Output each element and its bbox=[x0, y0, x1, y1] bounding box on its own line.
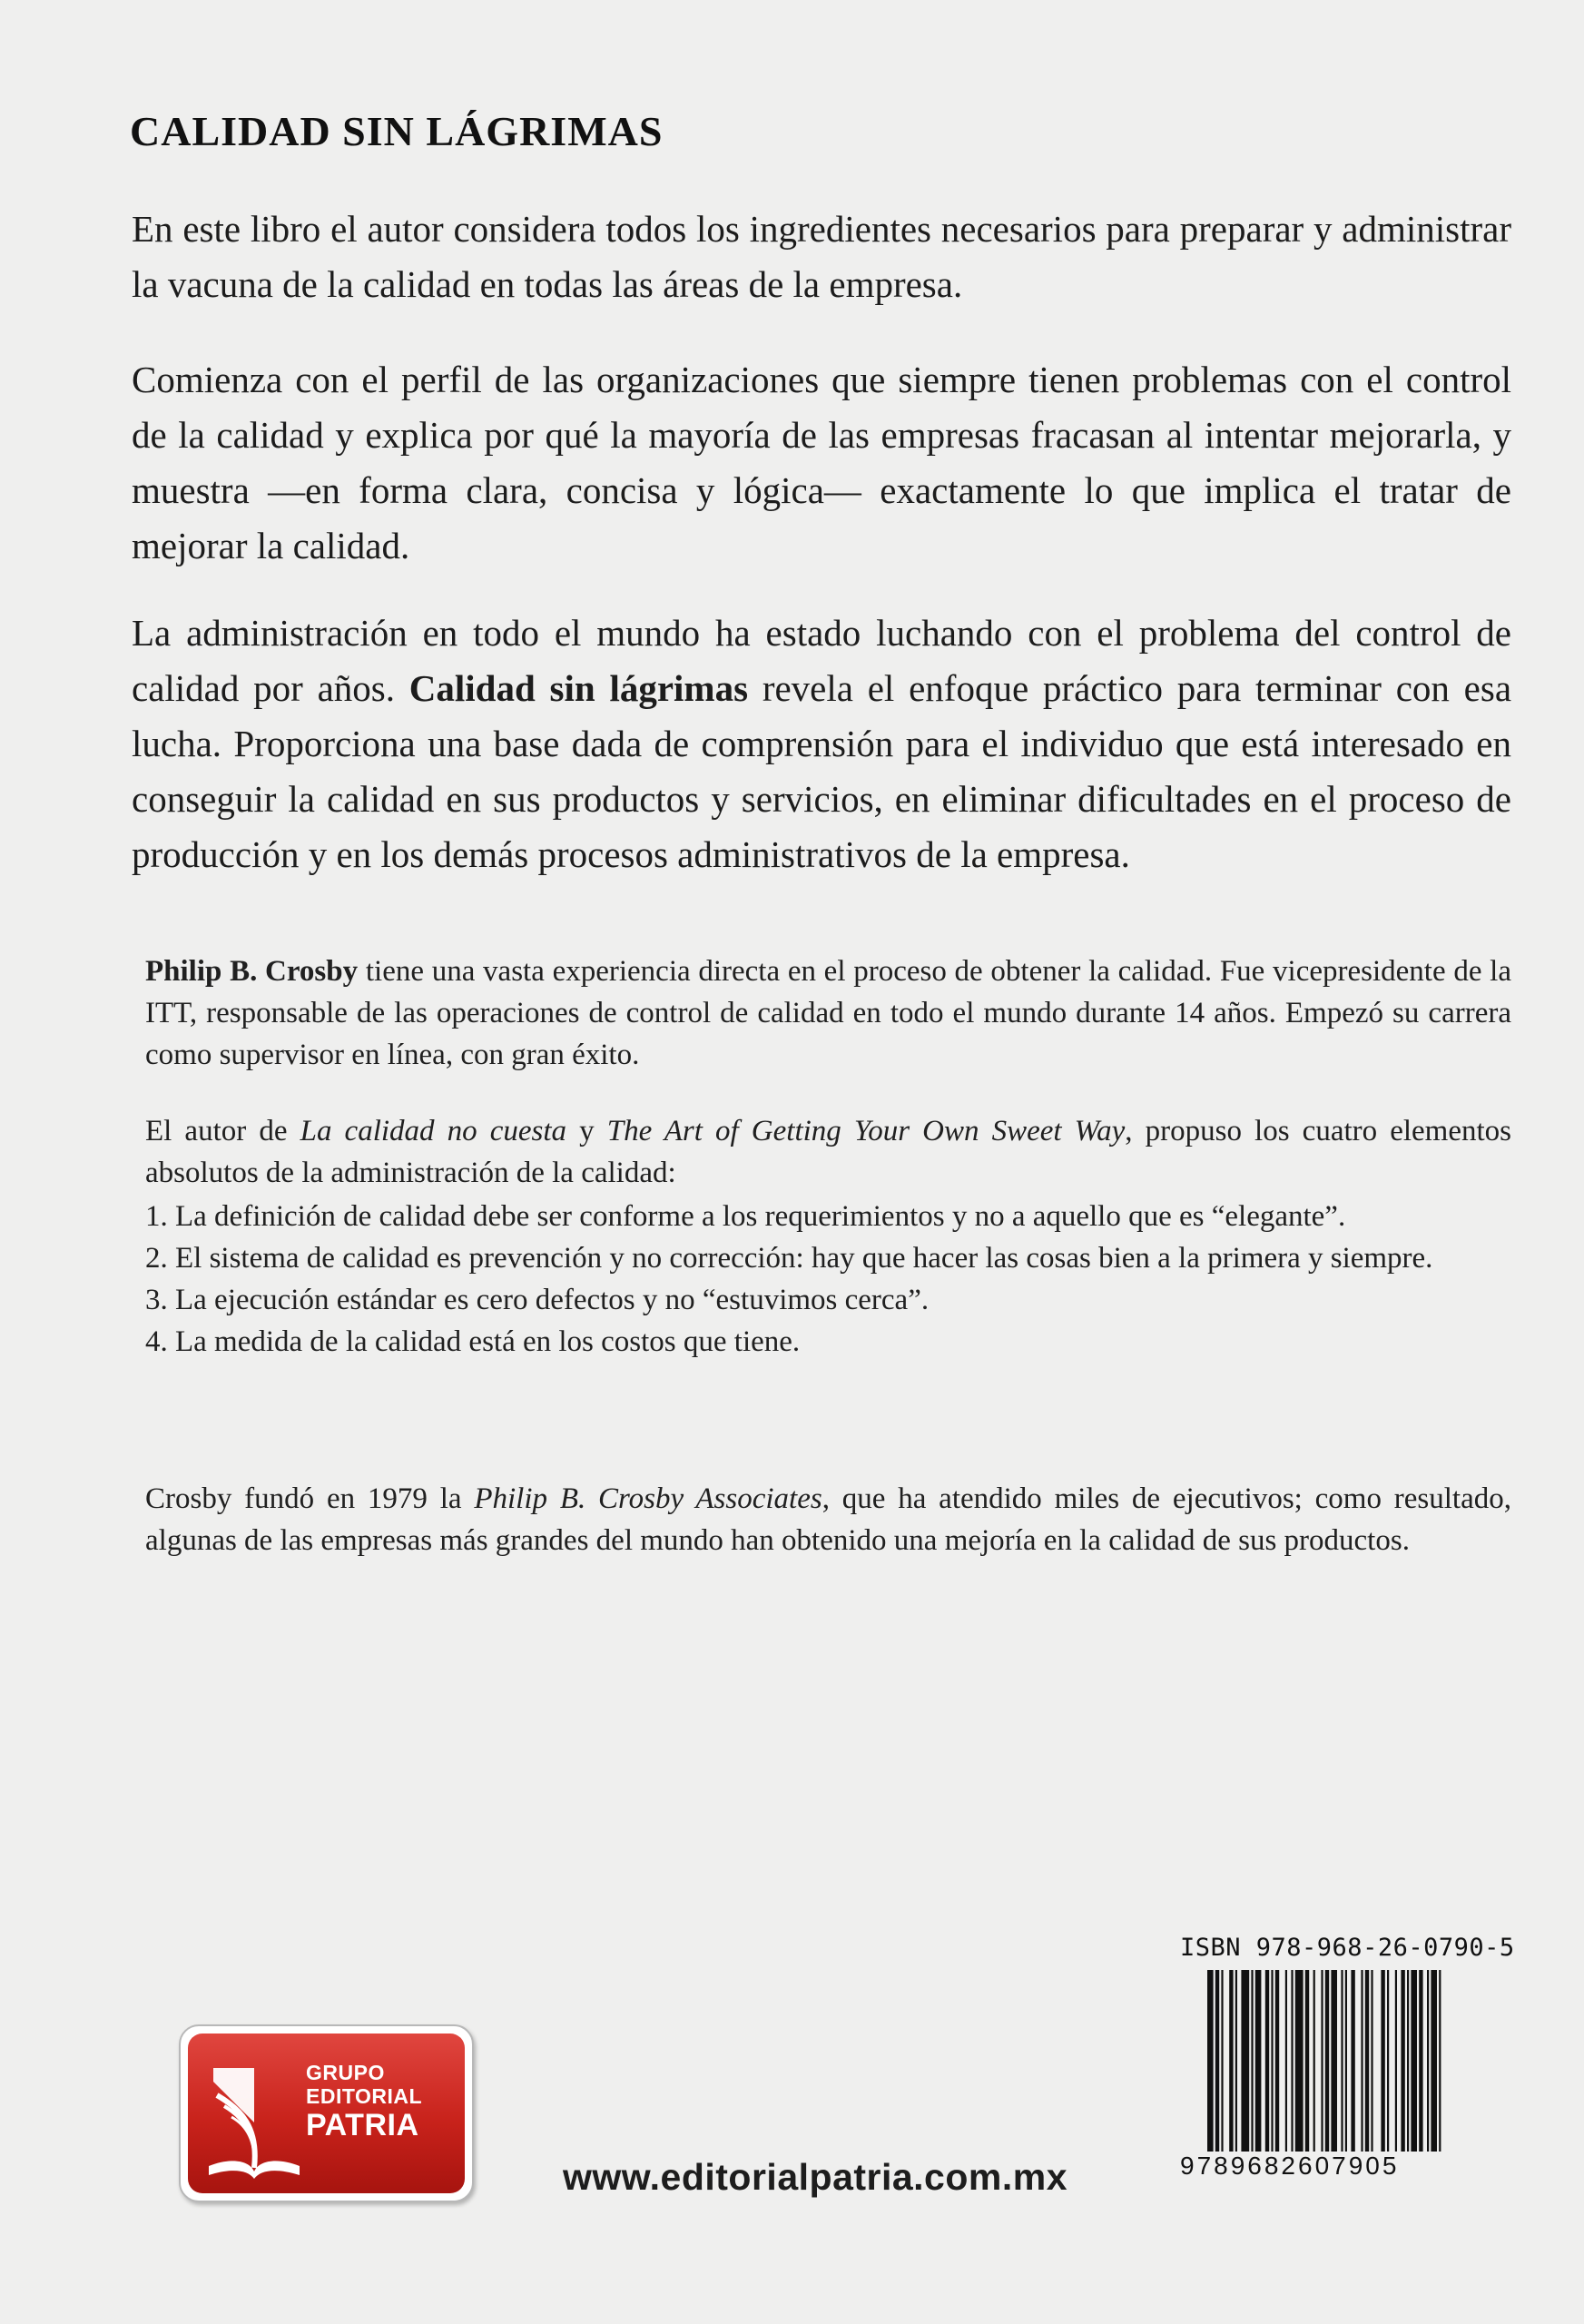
author-books-paragraph bbox=[145, 1110, 1511, 1194]
quality-elements-list bbox=[145, 1196, 1511, 1363]
website-link[interactable]: www.editorialpatria.com.mx bbox=[563, 2156, 1068, 2198]
logo-badge bbox=[188, 2034, 465, 2193]
open-book-icon bbox=[204, 2059, 304, 2186]
intro-paragraph-1: En este libro el autor considera todos los ingredientes necesarios para preparar y administrar la vacuna de la calidad en todas las áreas de la empresa. bbox=[132, 208, 1511, 305]
list-item: 4. La medida de la calidad está en los costos que tiene. bbox=[145, 1325, 801, 1358]
intro-paragraph-2: Comienza con el perfil de las organizaciones que siempre tienen problemas con el control de la calidad y explica por qué la mayoría de las empresas fracasan al intentar mejorarla, y muestra —en forma clara, concisa y lógica— exactamente lo que implica el tratar de mejorar la calidad. bbox=[132, 359, 1511, 566]
p3-text-before: La administración en todo el mundo ha estado luchando con el problema del control de calidad por años. bbox=[132, 612, 1511, 709]
author-books-after: , propuso los cuatro elementos absolutos de la administración de la calidad: bbox=[145, 1115, 1512, 1189]
logo-line-3: PATRIA bbox=[306, 2108, 419, 2142]
list-item: 2. El sistema de calidad es prevención y no corrección: hay que hacer las cosas bien a la primera y siempre. bbox=[145, 1242, 1433, 1275]
book-title-2: The Art of Getting Your Own Sweet Way bbox=[606, 1115, 1126, 1147]
author-bio bbox=[145, 950, 1511, 1076]
page-title: CALIDAD SIN LÁGRIMAS bbox=[130, 108, 664, 154]
list-item: 1. La definición de calidad debe ser conforme a los requerimientos y no a aquello que es “elegante”. bbox=[145, 1200, 1346, 1233]
barcode-number: 9789682607905 bbox=[1180, 2152, 1400, 2180]
book-title-bold: Calidad sin lágrimas bbox=[408, 667, 749, 709]
author-name: Philip B. Crosby bbox=[145, 955, 359, 988]
list-item: 3. La ejecución estándar es cero defectos y no “estuvimos cerca”. bbox=[145, 1284, 930, 1316]
isbn-label: ISBN 978-968-26-0790-5 bbox=[1180, 1934, 1515, 1962]
author-bio-text: tiene una vasta experiencia directa en el proceso de obtener la calidad. Fue vicepresidente de la ITT, responsable de las operaciones de control de calidad en todo el mundo durante 14 años. Empezó su carrera como supervisor en línea, con gran éxito. bbox=[145, 955, 1511, 1071]
author-books-mid: y bbox=[579, 1115, 595, 1147]
company-name: Philip B. Crosby Associates bbox=[474, 1482, 822, 1515]
crosby-before: Crosby fundó en 1979 la bbox=[145, 1482, 462, 1515]
logo-line-2: EDITORIAL bbox=[306, 2084, 423, 2108]
author-books-before: El autor de bbox=[145, 1115, 288, 1147]
logo-text bbox=[306, 2061, 422, 2142]
logo-line-1: GRUPO bbox=[306, 2061, 385, 2084]
crosby-after: , que ha atendido miles de ejecutivos; como resultado, algunas de las empresas más grandes del mundo han obtenido una mejoría en la calidad de sus productos. bbox=[145, 1482, 1511, 1557]
book-title-1: La calidad no cuesta bbox=[300, 1115, 567, 1147]
intro-paragraph-3 bbox=[132, 606, 1511, 882]
publisher-logo bbox=[179, 2024, 474, 2202]
crosby-associates-paragraph bbox=[145, 1478, 1511, 1561]
barcode-icon bbox=[1207, 1970, 1480, 2156]
p3-text-after: revela el enfoque práctico para terminar con esa lucha. Proporciona una base dada de comprensión para el individuo que está interesado en conseguir la calidad en sus productos y servicios, en eliminar dificultades en el proceso de producción y en los demás procesos administrativos de la empresa. bbox=[132, 667, 1512, 875]
